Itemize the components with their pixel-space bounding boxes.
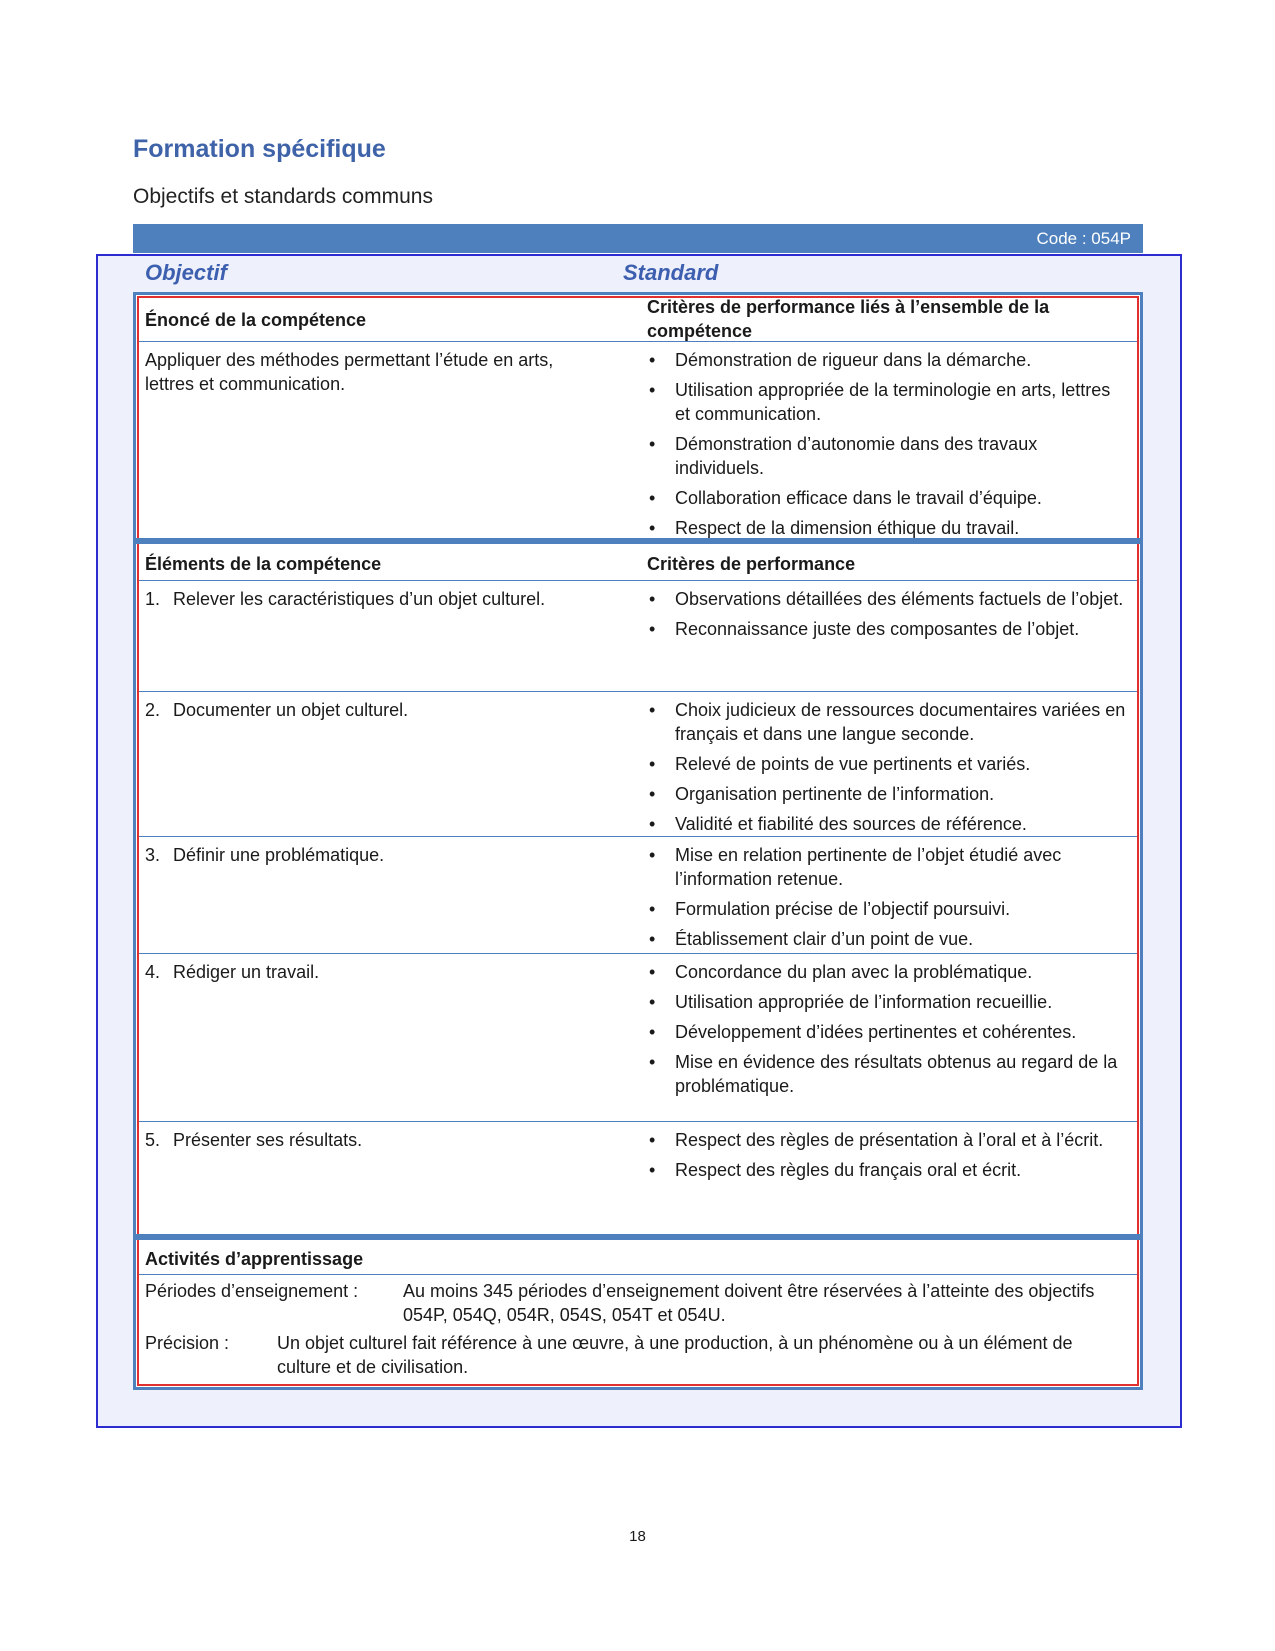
criterion-text: Validité et fiabilité des sources de référence. bbox=[675, 814, 1027, 834]
criterion-text: Respect des règles du français oral et écrit. bbox=[675, 1160, 1022, 1180]
criterion-text: Utilisation appropriée de l’information recueillie. bbox=[675, 992, 1053, 1012]
criterion-item bbox=[647, 752, 1127, 776]
element-criteria bbox=[647, 960, 1127, 1104]
bullet-icon: • bbox=[649, 754, 656, 774]
bullet-icon: • bbox=[649, 1130, 656, 1150]
bullet-icon: • bbox=[649, 899, 656, 919]
enonce-criteria bbox=[647, 348, 1127, 546]
enonce-text: Appliquer des méthodes permettant l’étude en arts, lettres et communication. bbox=[145, 350, 554, 394]
criterion-text: Mise en évidence des résultats obtenus au regard de la problématique. bbox=[675, 1052, 1118, 1096]
section-divider bbox=[133, 1234, 1143, 1240]
criterion-item bbox=[647, 486, 1127, 510]
section-divider bbox=[133, 538, 1143, 544]
criterion-text: Développement d’idées pertinentes et cohérentes. bbox=[675, 1022, 1077, 1042]
criterion-item bbox=[647, 1128, 1127, 1152]
criterion-text: Mise en relation pertinente de l’objet étudié avec l’information retenue. bbox=[675, 845, 1062, 889]
criterion-text: Formulation précise de l’objectif poursuivi. bbox=[675, 899, 1011, 919]
page-title: Formation spécifique bbox=[133, 135, 386, 163]
column-headings bbox=[145, 260, 1135, 288]
element-label: Documenter un objet culturel. bbox=[173, 700, 409, 720]
precision-block bbox=[145, 1331, 1129, 1381]
criterion-item bbox=[647, 927, 1127, 951]
element-label: Définir une problématique. bbox=[173, 845, 385, 865]
bullet-icon: • bbox=[649, 1052, 656, 1072]
code-label: Code : 054P bbox=[1036, 228, 1131, 248]
activites-body-row bbox=[139, 1274, 1137, 1387]
elements-right-head: Critères de performance bbox=[647, 554, 856, 574]
periodes-block bbox=[145, 1279, 1129, 1329]
code-bar bbox=[133, 224, 1143, 253]
criterion-item bbox=[647, 378, 1127, 426]
bullet-icon: • bbox=[649, 845, 656, 865]
criterion-text: Relevé de points de vue pertinents et variés. bbox=[675, 754, 1031, 774]
criterion-text: Observations détaillées des éléments factuels de l’objet. bbox=[675, 589, 1124, 609]
standard-heading: Standard bbox=[623, 260, 719, 285]
criterion-item bbox=[647, 1050, 1127, 1098]
criterion-item bbox=[647, 812, 1127, 836]
page-subtitle: Objectifs et standards communs bbox=[133, 185, 433, 208]
element-text bbox=[145, 698, 625, 722]
bullet-icon: • bbox=[649, 962, 656, 982]
criterion-item bbox=[647, 617, 1127, 641]
enonce-body-row bbox=[139, 341, 1137, 538]
bullet-icon: • bbox=[649, 434, 656, 454]
elements-header-row bbox=[139, 546, 1137, 580]
criterion-item bbox=[647, 587, 1127, 611]
element-criteria bbox=[647, 587, 1127, 647]
activites-section bbox=[139, 1242, 1137, 1386]
bullet-icon: • bbox=[649, 350, 656, 370]
element-text bbox=[145, 587, 625, 611]
objectif-heading: Objectif bbox=[145, 260, 227, 285]
element-criteria bbox=[647, 1128, 1127, 1188]
precision-label: Précision : bbox=[145, 1333, 230, 1353]
element-number: 1. bbox=[145, 589, 161, 609]
element-row bbox=[139, 1121, 1137, 1234]
criterion-text: Respect des règles de présentation à l’oral et à l’écrit. bbox=[675, 1130, 1104, 1150]
criterion-item bbox=[647, 516, 1127, 540]
criterion-item bbox=[647, 1020, 1127, 1044]
criterion-item bbox=[647, 897, 1127, 921]
criterion-item bbox=[647, 348, 1127, 372]
criterion-item bbox=[647, 782, 1127, 806]
enonce-right-head: Critères de performance liés à l’ensemble de la compétence bbox=[647, 297, 1050, 341]
enonce-header-row bbox=[139, 298, 1137, 340]
bullet-icon: • bbox=[649, 784, 656, 804]
activites-header-row bbox=[139, 1242, 1137, 1274]
criterion-text: Respect de la dimension éthique du travail. bbox=[675, 518, 1020, 538]
criterion-text: Reconnaissance juste des composantes de l’objet. bbox=[675, 619, 1080, 639]
element-text bbox=[145, 843, 625, 867]
bullet-icon: • bbox=[649, 1022, 656, 1042]
periodes-text: Au moins 345 périodes d’enseignement doivent être réservées à l’atteinte des objectifs 054P, 054Q, 054R, 054S, 054T et 054U. bbox=[403, 1281, 1095, 1325]
criterion-text: Choix judicieux de ressources documentaires variées en français et dans une langue seconde. bbox=[675, 700, 1126, 744]
criterion-text: Démonstration d’autonomie dans des travaux individuels. bbox=[675, 434, 1038, 478]
criterion-text: Utilisation appropriée de la terminologie en arts, lettres et communication. bbox=[675, 380, 1111, 424]
criterion-item bbox=[647, 960, 1127, 984]
enonce-left-head: Énoncé de la compétence bbox=[145, 310, 367, 330]
elements-left-head: Éléments de la compétence bbox=[145, 554, 382, 574]
element-row bbox=[139, 691, 1137, 837]
element-row bbox=[139, 836, 1137, 954]
element-number: 4. bbox=[145, 962, 161, 982]
bullet-icon: • bbox=[649, 1160, 656, 1180]
criterion-item bbox=[647, 698, 1127, 746]
element-row bbox=[139, 953, 1137, 1122]
criterion-text: Démonstration de rigueur dans la démarche. bbox=[675, 350, 1032, 370]
criterion-item bbox=[647, 1158, 1127, 1182]
page-number: 18 bbox=[629, 1528, 646, 1545]
bullet-icon: • bbox=[649, 700, 656, 720]
criterion-item bbox=[647, 432, 1127, 480]
bullet-icon: • bbox=[649, 488, 656, 508]
criterion-text: Organisation pertinente de l’information. bbox=[675, 784, 995, 804]
element-row bbox=[139, 580, 1137, 692]
bullet-icon: • bbox=[649, 814, 656, 834]
element-criteria bbox=[647, 698, 1127, 842]
element-text bbox=[145, 1128, 625, 1152]
element-text bbox=[145, 960, 625, 984]
element-label: Relever les caractéristiques d’un objet culturel. bbox=[173, 589, 546, 609]
criterion-text: Collaboration efficace dans le travail d’équipe. bbox=[675, 488, 1042, 508]
bullet-icon: • bbox=[649, 929, 656, 949]
criterion-item bbox=[647, 990, 1127, 1014]
criterion-text: Concordance du plan avec la problématique. bbox=[675, 962, 1033, 982]
precision-text: Un objet culturel fait référence à une œuvre, à une production, à un phénomène ou à un élément de culture et de civilisation. bbox=[277, 1333, 1073, 1377]
criterion-item bbox=[647, 843, 1127, 891]
element-criteria bbox=[647, 843, 1127, 957]
bullet-icon: • bbox=[649, 992, 656, 1012]
periodes-label: Périodes d’enseignement : bbox=[145, 1281, 359, 1301]
enonce-section bbox=[139, 297, 1137, 538]
activites-head: Activités d’apprentissage bbox=[145, 1249, 364, 1269]
element-number: 5. bbox=[145, 1130, 161, 1150]
criterion-text: Établissement clair d’un point de vue. bbox=[675, 929, 974, 949]
bullet-icon: • bbox=[649, 380, 656, 400]
bullet-icon: • bbox=[649, 518, 656, 538]
bullet-icon: • bbox=[649, 589, 656, 609]
element-number: 3. bbox=[145, 845, 161, 865]
element-number: 2. bbox=[145, 700, 161, 720]
element-label: Rédiger un travail. bbox=[173, 962, 320, 982]
bullet-icon: • bbox=[649, 619, 656, 639]
elements-section bbox=[139, 546, 1137, 1234]
element-label: Présenter ses résultats. bbox=[173, 1130, 363, 1150]
